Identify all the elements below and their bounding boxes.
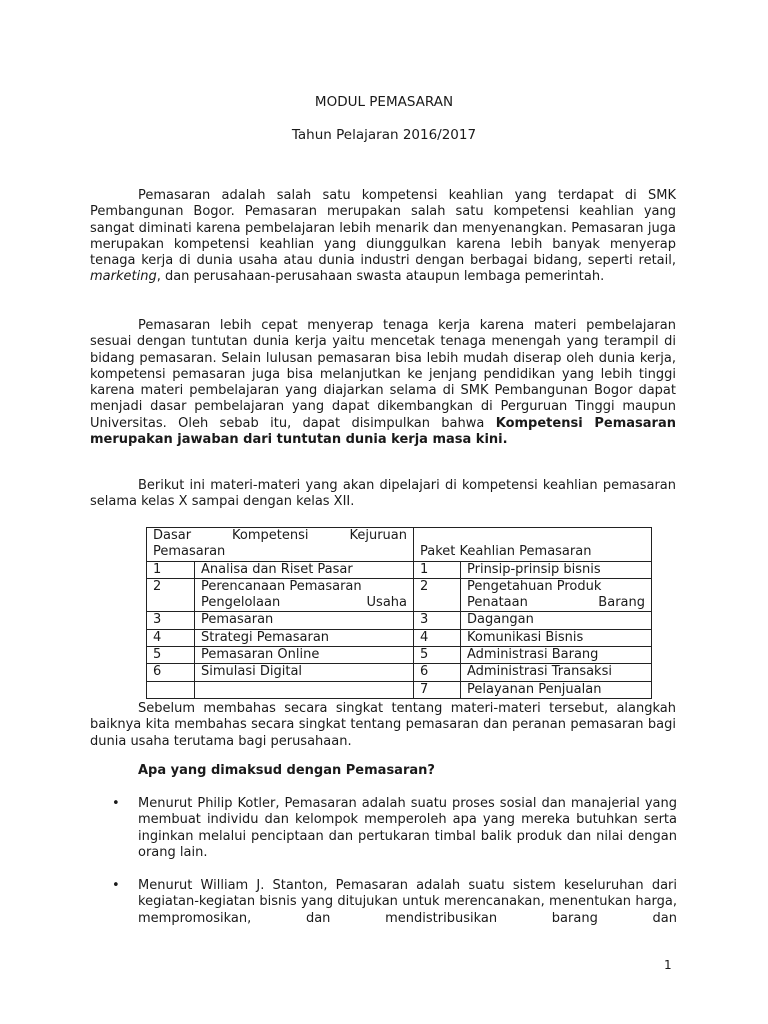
table-cell-num: 1	[147, 561, 195, 578]
paragraph-transition	[90, 701, 676, 750]
table-cell-text: Strategi Pemasaran	[195, 629, 414, 646]
table-cell-line: Pengetahuan Produk	[467, 578, 602, 594]
table-row	[147, 561, 652, 578]
bullet-icon: •	[112, 796, 120, 811]
paragraph-advantages	[90, 318, 676, 448]
table-header-left	[147, 528, 414, 562]
paragraph-advantages-text: Pemasaran lebih cepat menyerap tenaga kerja karena materi pembelajaran sesuai dengan tuntutan dunia kerja yaitu mencetak tenaga menengah yang terampil di bidang pemasaran. Selain lulusan pemasaran bisa lebih mudah diserap oleh dunia kerja, kompetensi pemasaran juga bisa melanjutkan ke jenjang pendidikan yang lebih tinggi karena materi pembelajaran yang diajarkan selama di SMK Pembangunan Bogor dapat menjadi dasar pembelajaran yang dapat dikembangkan di Perguruan Tinggi maupun Universitas. Oleh sebab itu, dapat disimpulkan bahwa	[90, 318, 676, 431]
table-cell-num: 1	[414, 561, 461, 578]
table-row	[147, 681, 652, 698]
table-cell-num: 3	[147, 612, 195, 629]
list-item	[112, 796, 677, 861]
table-cell-text: Administrasi Transaksi	[461, 664, 652, 681]
bullet-icon: •	[112, 878, 120, 893]
table-cell-num: 2	[147, 578, 195, 612]
table-cell-text: Analisa dan Riset Pasar	[195, 561, 414, 578]
table-cell-text: Administrasi Barang	[461, 647, 652, 664]
table-header-right: Paket Keahlian Pemasaran	[414, 528, 652, 562]
table-cell-text: Dagangan	[461, 612, 652, 629]
table-cell-num: 6	[147, 664, 195, 681]
list-item-text: Menurut William J. Stanton, Pemasaran adalah suatu sistem keseluruhan dari kegiatan-kegiatan bisnis yang ditujukan untuk merencanakan, menentukan harga, mempromosikan, dan mendistribusikan barang dan	[138, 878, 677, 926]
paragraph-transition-text: Sebelum membahas secara singkat tentang materi-materi tersebut, alangkah baiknya kita membahas secara singkat tentang pemasaran dan peranan pemasaran bagi dunia usaha terutama bagi perusahaan.	[90, 701, 676, 749]
paragraph-intro-text: Pemasaran adalah salah satu kompetensi keahlian yang terdapat di SMK Pembangunan Bogor. Pemasaran merupakan salah satu kompetensi keahlian yang sangat diminati karena pembelajaran lebih menarik dan menyenangkan. Pemasaran juga merupakan kompetensi keahlian yang diunggulkan karena lebih banyak menyerap tenaga kerja di dunia usaha atau dunia industri dengan berbagai bidang, seperti retail,	[90, 188, 676, 269]
section-heading: Apa yang dimaksud dengan Pemasaran?	[138, 763, 435, 778]
paragraph-intro-end: , dan perusahaan-perusahaan swasta ataupun lembaga pemerintah.	[156, 269, 605, 285]
list-item-text: Menurut Philip Kotler, Pemasaran adalah suatu proses sosial dan manajerial yang membuat individu dan kelompok memperoleh apa yang mereka butuhkan serta inginkan melalui penciptaan dan pertukaran timbal balik produk dan nilai dengan orang lain.	[138, 796, 677, 860]
table-cell-line: Pengelolaan Usaha	[201, 595, 407, 611]
page-number: 1	[664, 958, 672, 972]
table-cell-num	[147, 681, 195, 698]
table-cell-num: 6	[414, 664, 461, 681]
document-title: MODUL PEMASARAN	[314, 94, 454, 110]
table-cell-line: Perencanaan Pemasaran	[201, 578, 362, 594]
table-cell-text: Simulasi Digital	[195, 664, 414, 681]
table-header-row	[147, 528, 652, 562]
table-cell-text: Komunikasi Bisnis	[461, 629, 652, 646]
table-cell-text: Pemasaran	[195, 612, 414, 629]
table-cell-text	[195, 578, 414, 612]
paragraph-materials-intro-text: Berikut ini materi-materi yang akan dipelajari di kompetensi keahlian pemasaran selama kelas X sampai dengan kelas XII.	[90, 478, 676, 510]
table-row	[147, 629, 652, 646]
paragraph-advantages-conclusion: Kompetensi Pemasaran merupakan jawaban dari tuntutan dunia kerja masa kini.	[90, 415, 676, 448]
table-cell-num: 3	[414, 612, 461, 629]
table-cell-num: 7	[414, 681, 461, 698]
table-cell-num: 4	[414, 629, 461, 646]
table-cell-num: 5	[414, 647, 461, 664]
table-header-left-line1: Dasar Kompetensi Kejuruan	[153, 528, 407, 543]
list-item	[112, 878, 677, 927]
table-cell-text	[195, 681, 414, 698]
table-cell-text: Prinsip-prinsip bisnis	[461, 561, 652, 578]
paragraph-intro	[90, 188, 676, 286]
paragraph-materials-intro	[90, 478, 676, 511]
table-cell-line: Penataan Barang	[467, 595, 645, 611]
paragraph-intro-italic: marketing	[90, 269, 157, 285]
table-row	[147, 578, 652, 612]
table-row	[147, 647, 652, 664]
table-row	[147, 664, 652, 681]
competency-table	[146, 527, 652, 699]
table-cell-text	[461, 578, 652, 612]
table-cell-text: Pemasaran Online	[195, 647, 414, 664]
table-cell-num: 2	[414, 578, 461, 612]
table-cell-num: 4	[147, 629, 195, 646]
table-header-left-line2: Pemasaran	[153, 544, 226, 560]
table-cell-num: 5	[147, 647, 195, 664]
document-subtitle: Tahun Pelajaran 2016/2017	[291, 127, 477, 143]
table-row	[147, 612, 652, 629]
table-cell-text: Pelayanan Penjualan	[461, 681, 652, 698]
